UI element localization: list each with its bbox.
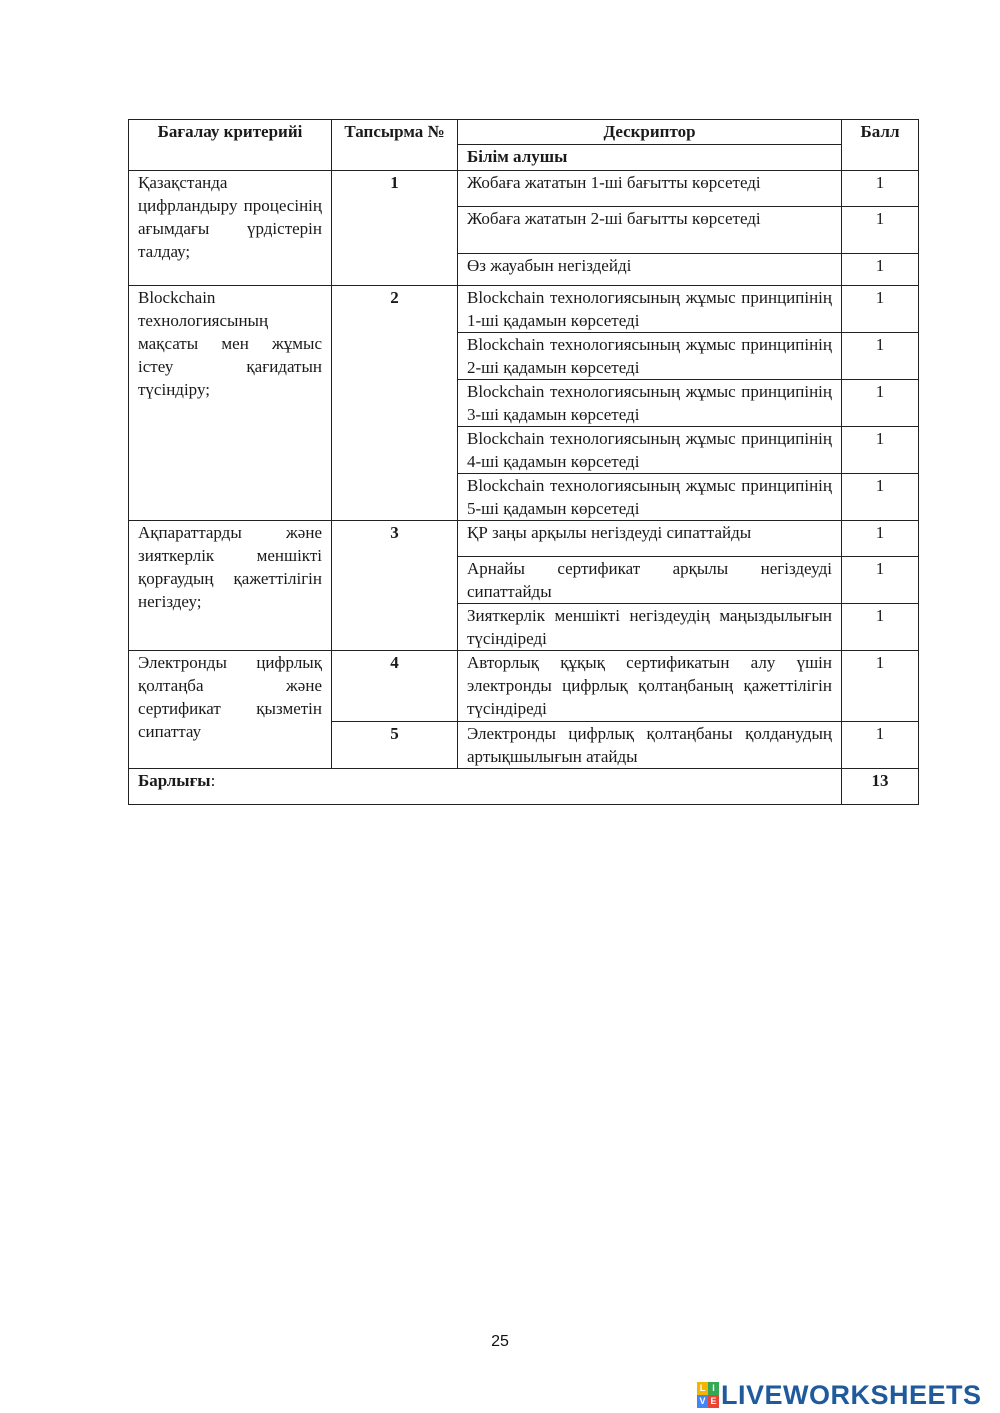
badge-letter: I bbox=[708, 1382, 719, 1395]
score-cell: 1 bbox=[842, 171, 919, 207]
criterion-cell: Blockchain технологиясының мақсаты мен жұмыс істеу қағидатын түсіндіру; bbox=[129, 286, 332, 521]
criterion-cell: Қазақстанда цифрландыру процесінің ағымдағы үрдістерін талдау; bbox=[129, 171, 332, 286]
score-cell: 1 bbox=[842, 557, 919, 604]
header-task-number: Тапсырма № bbox=[332, 120, 458, 171]
descriptor-cell: Blockchain технологиясының жұмыс принципінің 5-ші қадамын көрсетеді bbox=[458, 474, 842, 521]
score-cell: 1 bbox=[842, 521, 919, 557]
score-cell: 1 bbox=[842, 427, 919, 474]
liveworksheets-badge-icon bbox=[697, 1382, 719, 1408]
header-score: Балл bbox=[842, 120, 919, 171]
descriptor-cell: Blockchain технологиясының жұмыс принципінің 3-ші қадамын көрсетеді bbox=[458, 380, 842, 427]
task-number-cell: 4 bbox=[332, 651, 458, 722]
table-row bbox=[129, 651, 919, 722]
task-number-cell: 5 bbox=[332, 722, 458, 769]
task-number-cell: 2 bbox=[332, 286, 458, 521]
criterion-cell: Ақпараттарды және зияткерлік меншікті қорғаудың қажеттілігін негіздеу; bbox=[129, 521, 332, 651]
score-cell: 1 bbox=[842, 254, 919, 286]
total-label-cell bbox=[129, 769, 842, 805]
task-number-cell: 3 bbox=[332, 521, 458, 651]
total-score: 13 bbox=[842, 769, 919, 805]
badge-letter: L bbox=[697, 1382, 708, 1395]
criterion-cell: Электронды цифрлық қолтаңба және сертификат қызметін сипаттау bbox=[129, 651, 332, 769]
task-number-cell: 1 bbox=[332, 171, 458, 286]
header-student: Білім алушы bbox=[458, 145, 842, 171]
score-cell: 1 bbox=[842, 722, 919, 769]
descriptor-cell: Жобаға жататын 1-ші бағытты көрсетеді bbox=[458, 171, 842, 207]
descriptor-cell: Blockchain технологиясының жұмыс принципінің 2-ші қадамын көрсетеді bbox=[458, 333, 842, 380]
table-row bbox=[129, 286, 919, 333]
header-descriptor: Дескриптор bbox=[458, 120, 842, 145]
descriptor-cell: Өз жауабын негіздейді bbox=[458, 254, 842, 286]
score-cell: 1 bbox=[842, 333, 919, 380]
total-colon: : bbox=[210, 771, 216, 790]
descriptor-cell: Арнайы сертификат арқылы негіздеуді сипаттайды bbox=[458, 557, 842, 604]
score-cell: 1 bbox=[842, 286, 919, 333]
header-criterion: Бағалау критерийі bbox=[129, 120, 332, 171]
table-row bbox=[129, 521, 919, 557]
descriptor-cell: Blockchain технологиясының жұмыс принципінің 4-ші қадамын көрсетеді bbox=[458, 427, 842, 474]
score-cell: 1 bbox=[842, 380, 919, 427]
assessment-rubric-table bbox=[128, 119, 919, 805]
descriptor-cell: Авторлық құқық сертификатын алу үшін электронды цифрлық қолтаңбаның қажеттілігін түсіндіреді bbox=[458, 651, 842, 722]
page-number: 25 bbox=[491, 1333, 509, 1350]
table-row bbox=[129, 171, 919, 207]
score-cell: 1 bbox=[842, 474, 919, 521]
descriptor-cell: ҚР заңы арқылы негіздеуді сипаттайды bbox=[458, 521, 842, 557]
brand-name: LIVEWORKSHEETS bbox=[721, 1379, 982, 1410]
badge-letter: V bbox=[697, 1395, 708, 1408]
descriptor-cell: Жобаға жататын 2-ші бағытты көрсетеді bbox=[458, 207, 842, 254]
score-cell: 1 bbox=[842, 604, 919, 651]
descriptor-cell: Зияткерлік меншікті негіздеудің маңыздылығын түсіндіреді bbox=[458, 604, 842, 651]
score-cell: 1 bbox=[842, 207, 919, 254]
descriptor-cell: Blockchain технологиясының жұмыс принципінің 1-ші қадамын көрсетеді bbox=[458, 286, 842, 333]
liveworksheets-logo bbox=[697, 1380, 982, 1410]
badge-letter: E bbox=[708, 1395, 719, 1408]
score-cell: 1 bbox=[842, 651, 919, 722]
total-label: Барлығы bbox=[138, 771, 211, 790]
descriptor-cell: Электронды цифрлық қолтаңбаны қолданудың артықшылығын атайды bbox=[458, 722, 842, 769]
